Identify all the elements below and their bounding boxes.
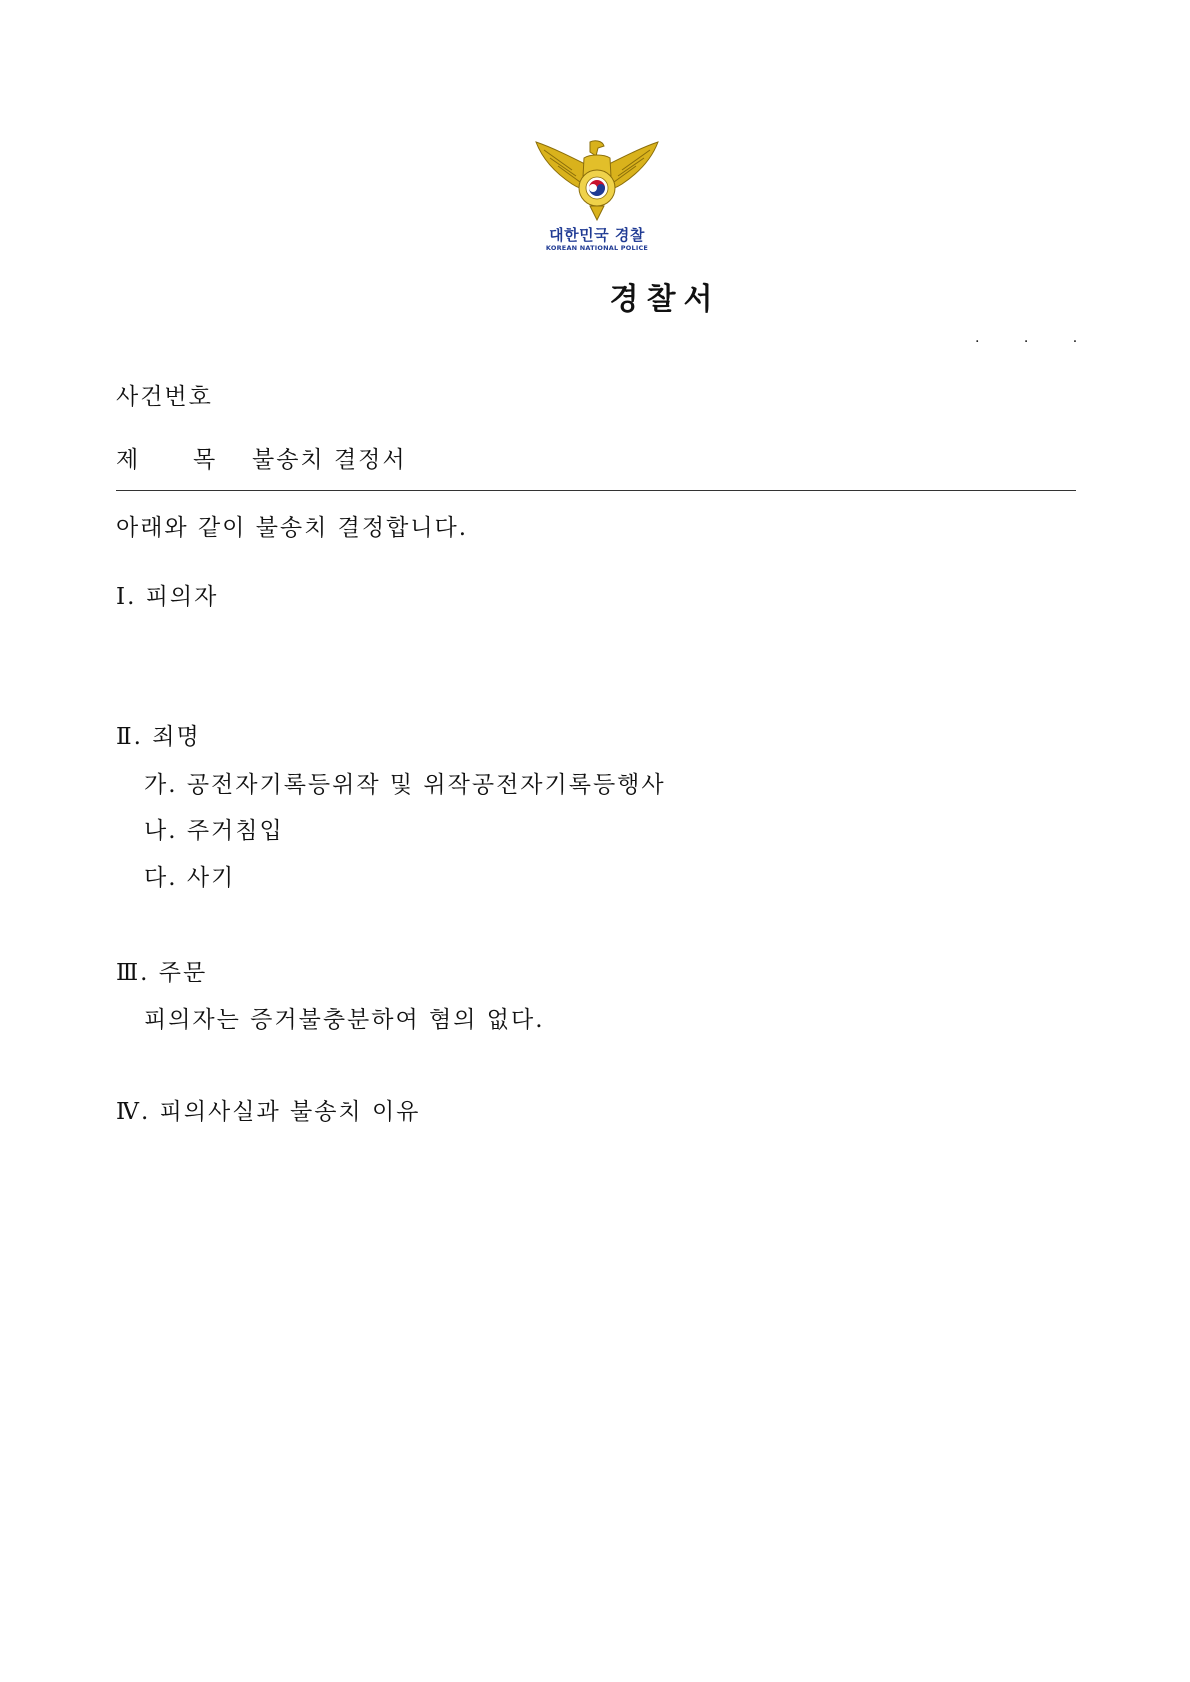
charge-item: 다. 사기 <box>144 865 236 891</box>
subject-label-1: 제 <box>116 447 141 473</box>
police-emblem-logo <box>532 140 662 260</box>
title-divider <box>116 490 1076 491</box>
charge-item: 가. 공전자기록등위작 및 위작공전자기록등행사 <box>144 772 666 798</box>
section-heading-suspect: Ⅰ. 피의자 <box>116 584 219 610</box>
order-text: 피의자는 증거불충분하여 혐의 없다. <box>144 1007 545 1033</box>
intro-text: 아래와 같이 불송치 결정합니다. <box>116 515 469 541</box>
section-heading-order: Ⅲ. 주문 <box>116 960 208 986</box>
subject-label-2: 목 <box>193 447 218 473</box>
subject-value: 불송치 결정서 <box>252 447 407 473</box>
date-line: . . . <box>975 330 1098 346</box>
case-number-label: 사건번호 <box>116 384 213 410</box>
section-heading-facts-reasons: Ⅳ. 피의사실과 불송치 이유 <box>116 1099 421 1125</box>
section-heading-charges: Ⅱ. 죄명 <box>116 724 201 750</box>
police-eagle-emblem-icon <box>532 140 662 224</box>
org-name-ko: 대한민국 경찰 <box>549 226 645 244</box>
charge-item: 나. 주거침입 <box>144 818 284 844</box>
document-title: 경찰서 <box>609 282 721 317</box>
org-name-en: KOREAN NATIONAL POLICE <box>545 244 649 252</box>
